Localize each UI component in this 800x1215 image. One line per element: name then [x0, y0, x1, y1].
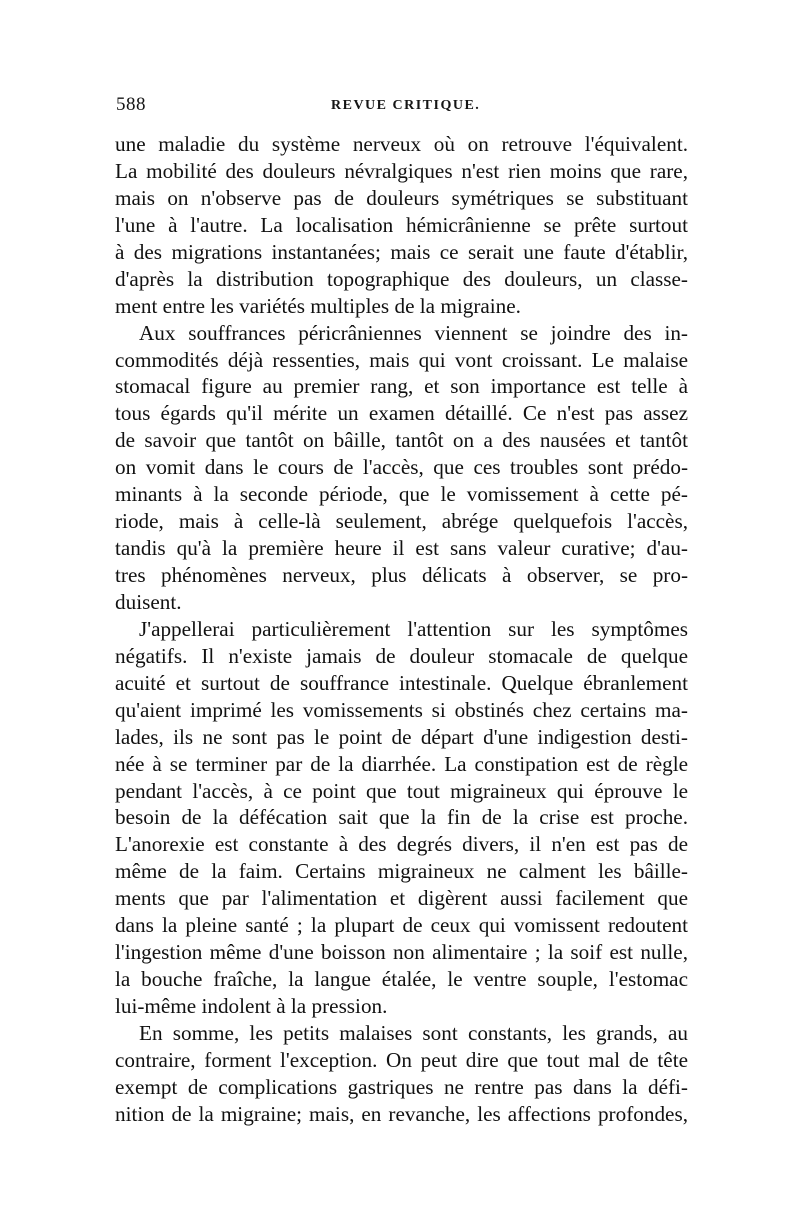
text-line: de savoir que tantôt on bâille, tantôt on a des nausées et tantôt — [115, 428, 688, 453]
text-line: tous égards qu'il mérite un examen détaillé. Ce n'est pas assez — [115, 401, 688, 426]
text-line: l'une à l'autre. La localisation hémicrânienne se prête surtout — [115, 212, 688, 237]
text-line: qu'aient imprimé les vomissements si obstinés chez certains ma- — [115, 697, 688, 722]
text-line: commodités déjà ressenties, mais qui vont croissant. Le malaise — [115, 347, 688, 372]
paragraph — [115, 616, 688, 1020]
text-line: l'ingestion même d'une boisson non alimentaire ; la soif est nulle, — [115, 940, 688, 965]
text-line: stomacal figure au premier rang, et son importance est telle à — [115, 374, 688, 399]
text-line: d'après la distribution topographique des douleurs, un classe- — [115, 266, 688, 291]
text-line: J'appellerai particulièrement l'attention sur les symptômes — [139, 616, 688, 641]
text-line: négatifs. Il n'existe jamais de douleur stomacale de quelque — [115, 643, 688, 668]
text-line: besoin de la défécation sait que la fin de la crise est proche. — [115, 805, 688, 830]
paragraph — [115, 1020, 688, 1128]
text-line: ment entre les variétés multiples de la migraine. — [115, 293, 521, 318]
text-line: lui-même indolent à la pression. — [115, 994, 388, 1018]
text-line: dans la pleine santé ; la plupart de ceux qui vomissent redoutent — [115, 913, 688, 938]
text-line: contraire, forment l'exception. On peut dire que tout mal de tête — [115, 1047, 688, 1072]
running-title: REVUE CRITIQUE. — [331, 98, 481, 113]
text-line: une maladie du système nerveux où on retrouve l'équivalent. — [115, 132, 688, 156]
text-line: ments que par l'alimentation et digèrent aussi facilement que — [115, 886, 688, 911]
text-line: riode, mais à celle-là seulement, abrége quelquefois l'accès, — [115, 509, 688, 534]
text-line: à des migrations instantanées; mais ce serait une faute d'établir, — [115, 239, 688, 264]
page-header — [116, 94, 686, 122]
text-line: Aux souffrances péricrâniennes viennent se joindre des in- — [139, 320, 688, 345]
paragraph — [115, 320, 688, 616]
text-line: même de la faim. Certains migraineux ne calment les bâille- — [115, 859, 688, 884]
paragraph — [115, 131, 688, 320]
text-line: pendant l'accès, à ce point que tout migraineux qui éprouve le — [115, 778, 688, 803]
text-line: on vomit dans le cours de l'accès, que ces troubles sont prédo- — [115, 455, 688, 480]
text-line: L'anorexie est constante à des degrés divers, il n'en est pas de — [115, 832, 688, 857]
text-line: acuité et surtout de souffrance intestinale. Quelque ébranlement — [115, 670, 688, 695]
text-line: minants à la seconde période, que le vomissement à cette pé- — [115, 482, 688, 507]
text-line: exempt de complications gastriques ne rentre pas dans la défi- — [115, 1074, 688, 1099]
text-line: tandis qu'à la première heure il est sans valeur curative; d'au- — [115, 536, 688, 561]
text-line: mais on n'observe pas de douleurs symétriques se substituant — [115, 185, 688, 210]
text-line: duisent. — [115, 589, 182, 614]
text-line: née à se terminer par de la diarrhée. La constipation est de règle — [115, 751, 688, 776]
page-number: 588 — [116, 94, 146, 115]
text-line: lades, ils ne sont pas le point de départ d'une indigestion desti- — [115, 724, 688, 749]
text-line: nition de la migraine; mais, en revanche, les affections profondes, — [115, 1101, 688, 1126]
body-text — [115, 131, 688, 1128]
text-line: La mobilité des douleurs névralgiques n'est rien moins que rare, — [115, 158, 688, 183]
text-line: la bouche fraîche, la langue étalée, le ventre souple, l'estomac — [115, 967, 688, 992]
text-line: En somme, les petits malaises sont constants, les grands, au — [139, 1020, 688, 1045]
text-line: tres phénomènes nerveux, plus délicats à observer, se pro- — [115, 563, 688, 587]
